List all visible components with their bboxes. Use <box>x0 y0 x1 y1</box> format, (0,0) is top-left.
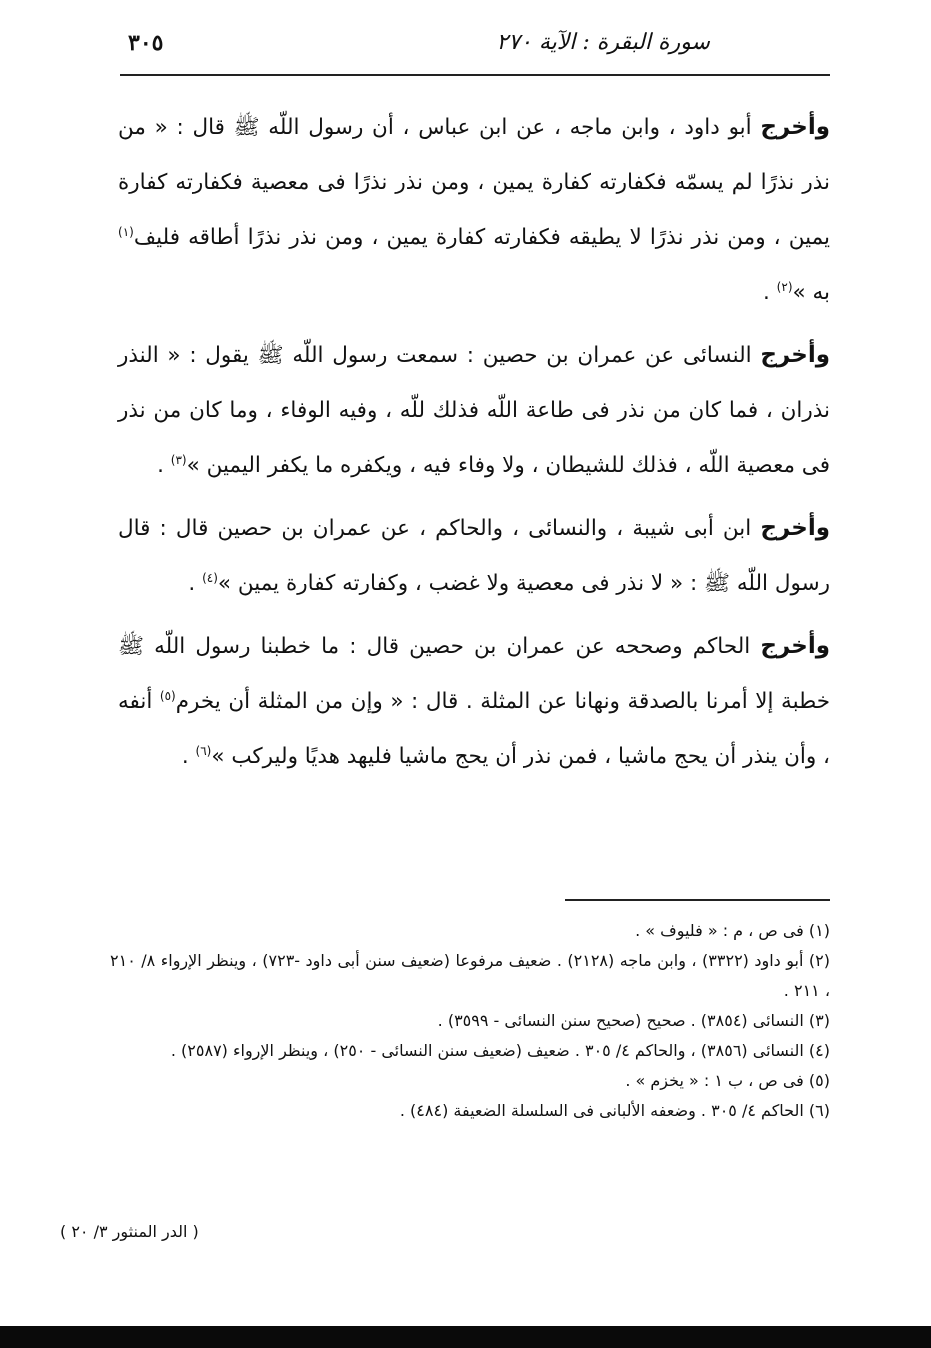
paragraph-3 <box>118 501 830 611</box>
paragraph-4 <box>118 619 830 784</box>
paragraph-lead: وأخرج <box>760 114 830 140</box>
paragraph-text: به » <box>792 280 830 305</box>
footnote-marker: (٤) <box>202 570 218 585</box>
paragraph-text: الحاكم وصححه عن عمران بن حصين قال : ما خطبنا رسول اللّه ﷺ خطبة إلا أمرنا بالصدقة ونهانا عن المثلة . قال : « وإن من المثلة أن يخرم <box>118 634 830 714</box>
footnote-marker: (٦) <box>195 743 212 758</box>
paragraph-text: النسائى عن عمران بن حصين : سمعت رسول اللّه ﷺ يقول : « النذر نذران ، فما كان من نذر فى طاعة اللّه فذلك للّه ، وفيه الوفاء ، وما كان من نذر فى معصية اللّه ، فذلك للشيطان ، ولا وفاء فيه ، ويكفره ما يكفر اليمين » <box>118 343 830 478</box>
footnote-separator <box>565 899 830 901</box>
paragraph-lead: وأخرج <box>760 633 830 659</box>
footnote-marker: (٣) <box>170 452 187 467</box>
scan-edge <box>0 1326 931 1348</box>
main-text <box>118 100 830 792</box>
paragraph-lead: وأخرج <box>760 515 830 541</box>
page-header <box>120 26 830 76</box>
source-reference: ( الدر المنثور ٣/ ٢٠ ) <box>60 1222 199 1241</box>
paragraph-text: أبو داود ، وابن ماجه ، عن ابن عباس ، أن رسول اللّه ﷺ قال : « من نذر نذرًا لم يسمّه فكفارته كفارة يمين ، ومن نذر نذرًا فى معصية فكفارته كفارة يمين ، ومن نذر نذرًا لا يطيقه فكفارته كفارة يمين ، ومن نذر نذرًا أطاقه فليف <box>118 115 830 250</box>
running-head: سورة البقرة : الآية ٢٧٠ <box>496 30 710 55</box>
footnote-item: (٤) النسائى (٣٨٥٦) ، والحاكم ٤/ ٣٠٥ . ضعيف (ضعيف سنن النسائى - ٢٥٠) ، وينظر الإرواء (٢٥٨٧) . <box>170 1041 830 1060</box>
footnote-marker: (٥) <box>159 688 176 703</box>
paragraph-text: أنفه ، وأن ينذر أن يحج ماشيا ، فمن نذر أن يحج ماشيا فليهد هديًا وليركب » <box>118 689 830 769</box>
page-number: ٣٠٥ <box>128 30 164 56</box>
paragraph-lead: وأخرج <box>760 342 830 368</box>
paragraph-end: . <box>763 280 777 305</box>
footnotes <box>110 916 830 1126</box>
footnote-item: (٥) فى ص ، ب ١ : « يخزم » . <box>625 1071 830 1090</box>
paragraph-1 <box>118 100 830 320</box>
paragraph-end: . <box>157 453 171 478</box>
paragraph-2 <box>118 328 830 493</box>
footnote-item: (٣) النسائى (٣٨٥٤) . صحيح (صحيح سنن النسائى - ٣٥٩٩) . <box>437 1011 830 1030</box>
footnote-item: (٦) الحاكم ٤/ ٣٠٥ . وضعفه الألبانى فى السلسلة الضعيفة (٤٨٤) . <box>399 1101 830 1120</box>
paragraph-text: ابن أبى شيبة ، والنسائى ، والحاكم ، عن عمران بن حصين قال : قال رسول اللّه ﷺ : « لا نذر فى معصية ولا غضب ، وكفارته كفارة يمين » <box>118 516 830 596</box>
paragraph-end: . <box>181 744 196 769</box>
paragraph-end: . <box>188 571 203 596</box>
footnote-marker: (٢) <box>776 279 793 294</box>
footnote-item: (٢) أبو داود (٣٣٢٢) ، وابن ماجه (٢١٢٨) . ضعيف مرفوعا (ضعيف سنن أبى داود -٧٢٣) ، وينظر الإرواء ٨/ ٢١٠ ، ٢١١ . <box>110 951 831 1000</box>
footnote-marker: (١) <box>118 224 134 239</box>
footnote-item: (١) فى ص ، م : « فليوف » . <box>635 921 830 940</box>
